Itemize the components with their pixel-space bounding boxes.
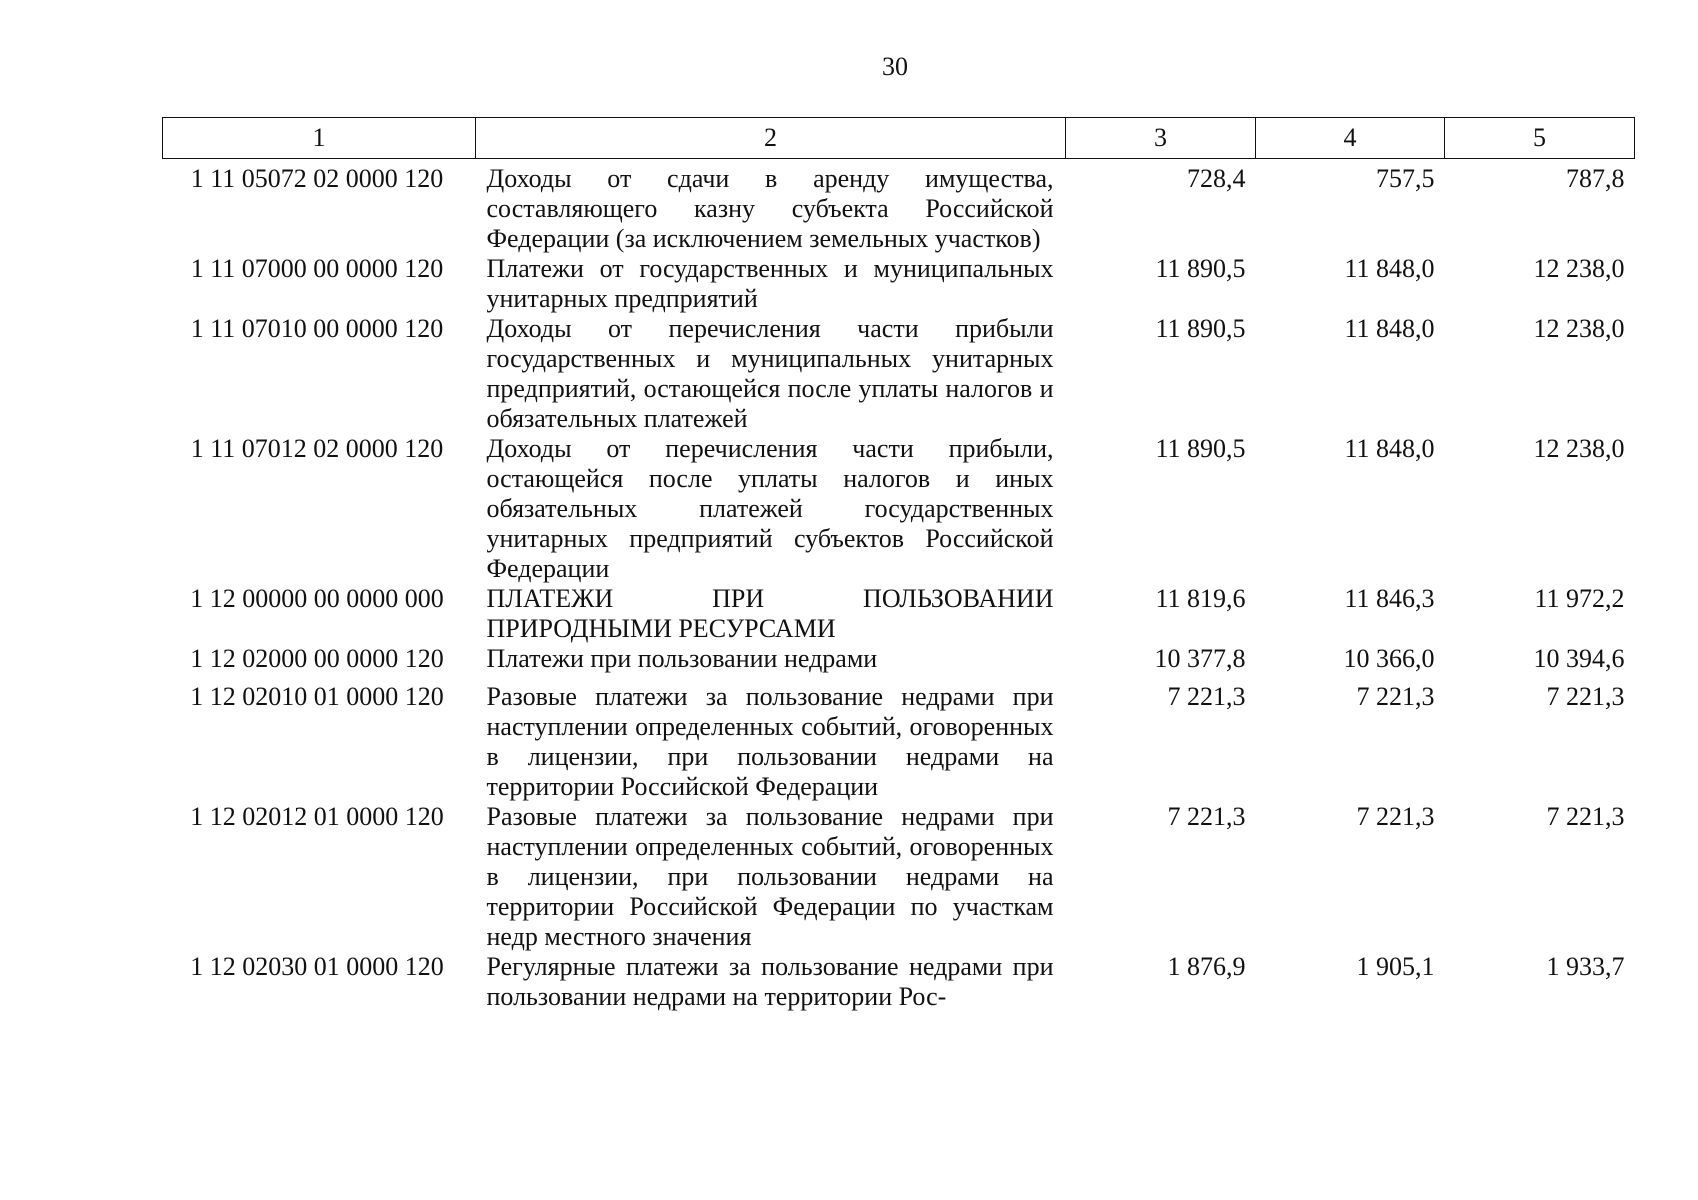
revenue-code: 1 12 02030 01 0000 120 [190, 952, 444, 981]
revenue-name: Доходы от перечисления части прибыли государственных и муниципальных унитарных предприятий, остающейся после уплаты налогов и обязательных платежей [486, 314, 1054, 433]
value-col-5: 11 972,2 [1534, 584, 1625, 613]
value-col-4: 7 221,3 [1356, 802, 1435, 831]
value-col-5: 12 238,0 [1533, 434, 1625, 463]
table-row [163, 254, 1635, 314]
table-row [163, 952, 1635, 1012]
value-col-3: 11 890,5 [1155, 254, 1246, 283]
revenue-name: Платежи от государственных и муниципальных унитарных предприятий [486, 254, 1054, 313]
value-col-4: 11 848,0 [1344, 314, 1435, 343]
column-header-value-1: 3 [1066, 118, 1256, 159]
revenue-name: Платежи при пользовании недрами [486, 644, 878, 673]
value-col-3: 11 890,5 [1155, 314, 1246, 343]
value-col-3: 11 890,5 [1155, 434, 1246, 463]
value-col-3: 728,4 [1187, 164, 1246, 193]
table-row [163, 314, 1635, 434]
revenue-name: Доходы от сдачи в аренду имущества, составляющего казну субъекта Российской Федерации (за исключением земельных участков) [486, 164, 1054, 253]
value-col-5: 787,8 [1566, 164, 1625, 193]
revenue-code: 1 12 02012 01 0000 120 [190, 802, 444, 831]
revenue-code: 1 11 05072 02 0000 120 [190, 164, 444, 193]
table-row [163, 159, 1635, 255]
value-col-4: 11 848,0 [1344, 434, 1435, 463]
value-col-5: 7 221,3 [1546, 802, 1625, 831]
revenue-name: Регулярные платежи за пользование недрами при пользовании недрами на территории Рос- [486, 952, 1054, 1011]
table-row [163, 802, 1635, 952]
revenue-name: Доходы от перечисления части прибыли, остающейся после уплаты налогов и иных обязательных платежей государственных унитарных предприятий субъектов Российской Федерации [486, 434, 1054, 583]
value-col-5: 10 394,6 [1533, 644, 1625, 673]
revenue-code: 1 11 07000 00 0000 120 [190, 254, 444, 283]
revenue-code: 1 12 00000 00 0000 000 [190, 584, 444, 613]
value-col-4: 1 905,1 [1356, 952, 1435, 981]
value-col-5: 1 933,7 [1546, 952, 1625, 981]
column-header-code: 1 [163, 118, 476, 159]
budget-revenue-table [162, 117, 1635, 1012]
table-row [163, 682, 1635, 802]
value-col-3: 1 876,9 [1167, 952, 1246, 981]
revenue-name: ПЛАТЕЖИ ПРИ ПОЛЬЗОВАНИИ ПРИРОДНЫМИ РЕСУРСАМИ [486, 584, 1054, 643]
value-col-5: 7 221,3 [1546, 682, 1625, 711]
value-col-4: 7 221,3 [1356, 682, 1435, 711]
value-col-3: 11 819,6 [1155, 584, 1246, 613]
column-header-value-2: 4 [1256, 118, 1445, 159]
column-header-name: 2 [476, 118, 1066, 159]
revenue-code: 1 12 02000 00 0000 120 [190, 644, 444, 673]
revenue-name: Разовые платежи за пользование недрами при наступлении определенных событий, оговоренных в лицензии, при пользовании недрами на территории Российской Федерации по участкам недр местного значения [486, 802, 1054, 951]
value-col-3: 7 221,3 [1167, 802, 1246, 831]
revenue-code: 1 11 07010 00 0000 120 [190, 314, 444, 343]
column-header-value-3: 5 [1445, 118, 1635, 159]
value-col-4: 10 366,0 [1343, 644, 1435, 673]
revenue-code: 1 12 02010 01 0000 120 [190, 682, 444, 711]
value-col-4: 757,5 [1376, 164, 1435, 193]
table-row [163, 644, 1635, 682]
page-number: 30 [882, 52, 908, 81]
revenue-code: 1 11 07012 02 0000 120 [190, 434, 444, 463]
revenue-name: Разовые платежи за пользование недрами при наступлении определенных событий, оговоренных в лицензии, при пользовании недрами на территории Российской Федерации [486, 682, 1054, 801]
table-row [163, 434, 1635, 584]
value-col-4: 11 846,3 [1344, 584, 1435, 613]
value-col-5: 12 238,0 [1533, 254, 1625, 283]
value-col-4: 11 848,0 [1344, 254, 1435, 283]
value-col-5: 12 238,0 [1533, 314, 1625, 343]
table-row [163, 584, 1635, 644]
value-col-3: 10 377,8 [1154, 644, 1246, 673]
value-col-3: 7 221,3 [1167, 682, 1246, 711]
table-header-row [163, 118, 1635, 159]
